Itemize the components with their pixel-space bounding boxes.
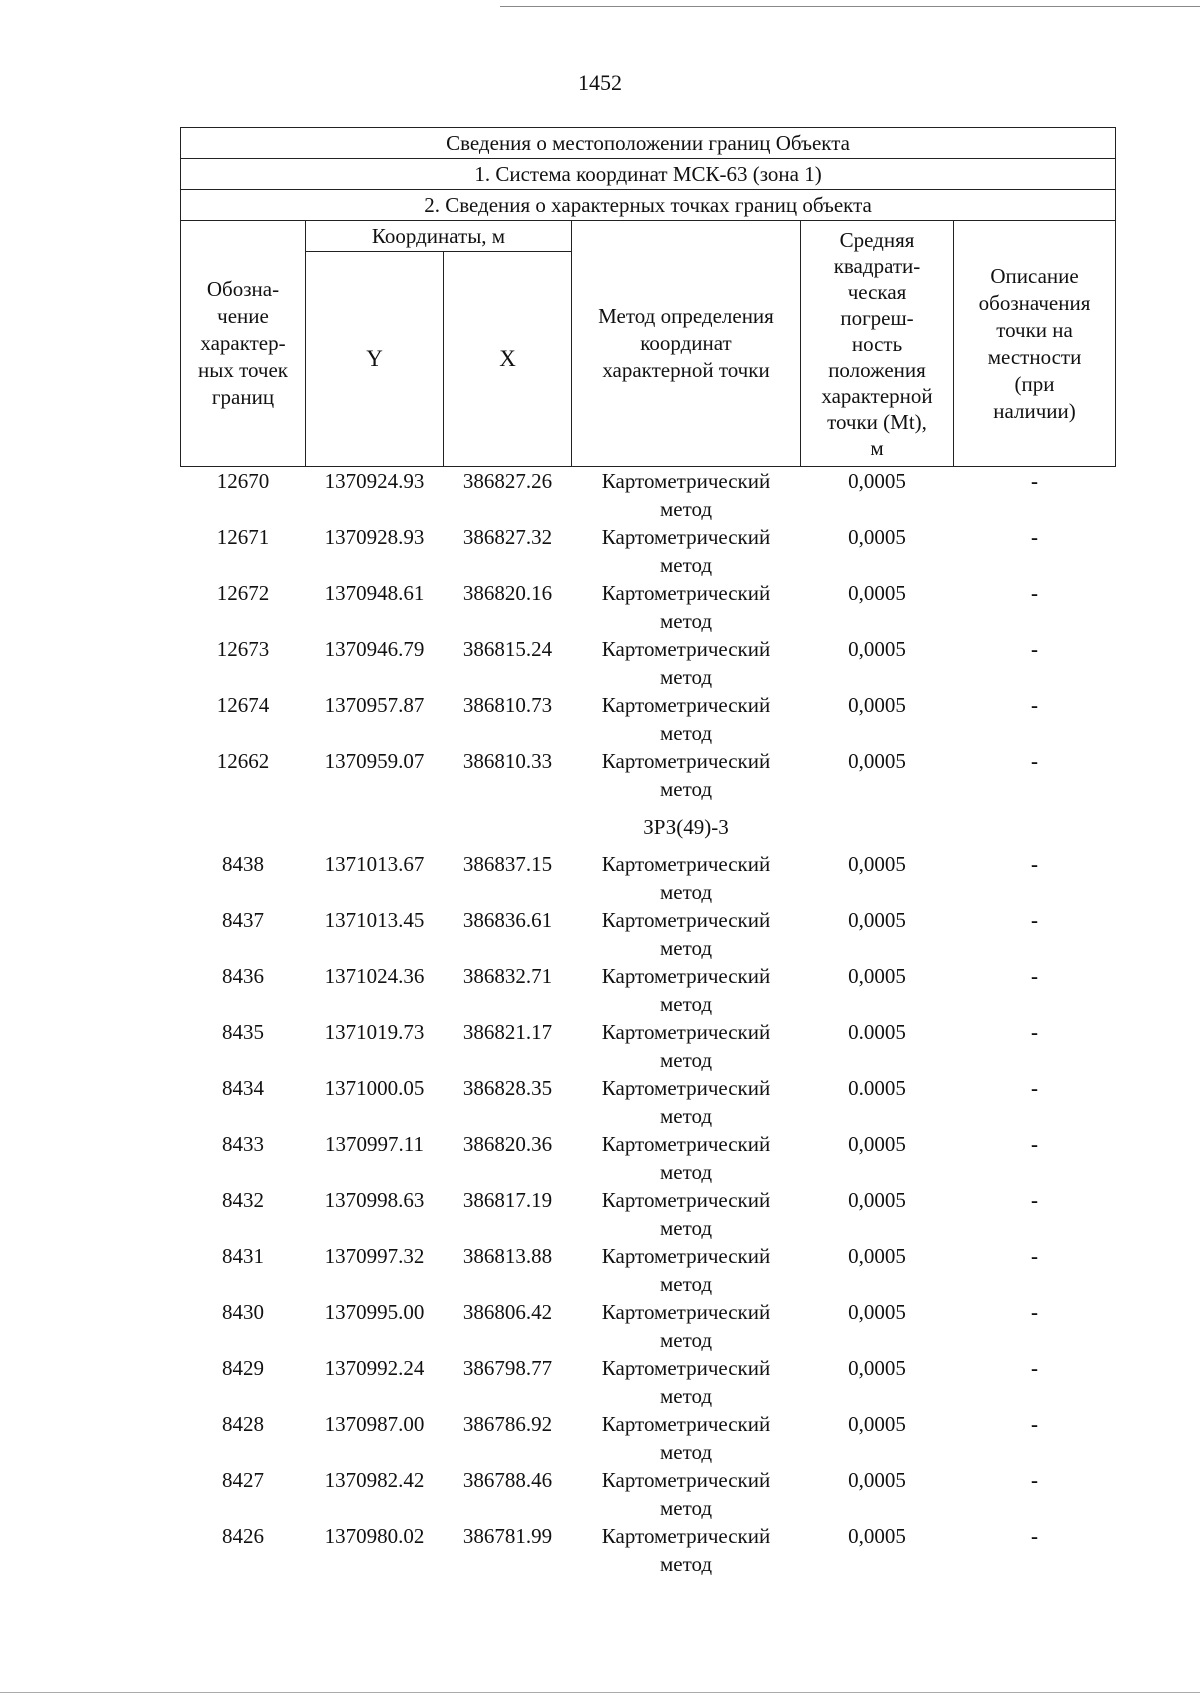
y-coordinate-cell: 1370928.93: [324, 525, 425, 549]
boundary-points-table: [180, 127, 1116, 1578]
method-cell: Картометрический метод: [601, 525, 771, 577]
method-cell: Картометрический метод: [601, 1132, 771, 1184]
table-header: [181, 128, 1116, 467]
table-title: Сведения о местоположении границ Объекта: [181, 128, 1116, 159]
table-row: [181, 1130, 1116, 1186]
table-row: [181, 579, 1116, 635]
x-coordinate-cell: 386832.71: [462, 964, 553, 988]
y-coordinate-cell: 1370995.00: [324, 1300, 425, 1324]
section-label: ЗРЗ(49)-3: [643, 814, 729, 839]
description-cell: -: [1031, 1244, 1039, 1268]
error-cell: 0,0005: [848, 1524, 906, 1548]
y-coordinate-cell: 1371000.05: [324, 1076, 425, 1100]
point-id-cell: 8432: [222, 1188, 264, 1212]
x-coordinate-cell: 386798.77: [462, 1356, 553, 1380]
y-coordinate-cell: 1370924.93: [324, 469, 425, 493]
y-coordinate-cell: 1370959.07: [324, 749, 425, 773]
y-coordinate-cell: 1370992.24: [324, 1356, 425, 1380]
table-row: [181, 1298, 1116, 1354]
table-row: [181, 1018, 1116, 1074]
header-description: [954, 221, 1116, 467]
x-coordinate-cell: 386786.92: [462, 1412, 553, 1436]
table-row: [181, 1242, 1116, 1298]
table-row: [181, 1410, 1116, 1466]
method-cell: Картометрический метод: [601, 1020, 771, 1072]
point-id-cell: 12674: [216, 693, 270, 717]
method-cell: Картометрический метод: [601, 1468, 771, 1520]
point-id-cell: 8428: [222, 1412, 264, 1436]
error-cell: 0,0005: [848, 1412, 906, 1436]
table-row: [181, 1466, 1116, 1522]
error-cell: 0,0005: [848, 581, 906, 605]
point-id-cell: 8438: [222, 852, 264, 876]
table-row: [181, 1354, 1116, 1410]
point-id-cell: 8426: [222, 1524, 264, 1548]
description-cell: -: [1031, 1356, 1039, 1380]
description-cell: -: [1031, 469, 1039, 493]
method-cell: Картометрический метод: [601, 1300, 771, 1352]
section-spacer: [181, 803, 572, 850]
header-x: X: [444, 252, 572, 467]
point-id-cell: 8431: [222, 1244, 264, 1268]
description-cell: -: [1031, 1076, 1039, 1100]
description-cell: -: [1031, 964, 1039, 988]
error-cell: 0,0005: [848, 1188, 906, 1212]
header-y: Y: [306, 252, 444, 467]
x-coordinate-cell: 386820.36: [462, 1132, 553, 1156]
scan-line-top: [500, 6, 1200, 7]
y-coordinate-cell: 1370946.79: [324, 637, 425, 661]
method-cell: Картометрический метод: [601, 1524, 771, 1576]
table-row: [181, 906, 1116, 962]
x-coordinate-cell: 386806.42: [462, 1300, 553, 1324]
description-cell: -: [1031, 1412, 1039, 1436]
method-cell: Картометрический метод: [601, 693, 771, 745]
y-coordinate-cell: 1370997.32: [324, 1244, 425, 1268]
table-row: [181, 1074, 1116, 1130]
y-coordinate-cell: 1370998.63: [324, 1188, 425, 1212]
table-row: [181, 962, 1116, 1018]
point-id-cell: 8427: [222, 1468, 264, 1492]
y-coordinate-cell: 1370982.42: [324, 1468, 425, 1492]
description-cell: -: [1031, 749, 1039, 773]
x-coordinate-cell: 386788.46: [462, 1468, 553, 1492]
table-row: [181, 1186, 1116, 1242]
error-cell: 0,0005: [848, 693, 906, 717]
point-id-cell: 8430: [222, 1300, 264, 1324]
scan-line-bottom: [0, 1692, 1200, 1693]
header-description-text: Описание обозначения точки на местности (при наличии): [978, 263, 1091, 423]
point-id-cell: 8435: [222, 1020, 264, 1044]
x-coordinate-cell: 386837.15: [462, 852, 553, 876]
description-cell: -: [1031, 637, 1039, 661]
point-id-cell: 8434: [222, 1076, 264, 1100]
table-row: [181, 635, 1116, 691]
method-cell: Картометрический метод: [601, 1412, 771, 1464]
table-row: [181, 747, 1116, 803]
y-coordinate-cell: 1370980.02: [324, 1524, 425, 1548]
x-coordinate-cell: 386821.17: [462, 1020, 553, 1044]
error-cell: 0,0005: [848, 1300, 906, 1324]
x-coordinate-cell: 386827.26: [462, 469, 553, 493]
page-number: 1452: [578, 70, 622, 95]
x-coordinate-cell: 386817.19: [462, 1188, 553, 1212]
point-id-cell: 12673: [216, 637, 270, 661]
point-id-cell: 12671: [216, 525, 270, 549]
header-designation-text: Обозна- чение характер- ных точек границ: [197, 277, 289, 409]
header-coordinates: Координаты, м: [306, 221, 572, 252]
point-id-cell: 8437: [222, 908, 264, 932]
description-cell: -: [1031, 1300, 1039, 1324]
x-coordinate-cell: 386815.24: [462, 637, 553, 661]
point-id-cell: 12670: [216, 469, 270, 493]
error-cell: 0.0005: [848, 1020, 906, 1044]
description-cell: -: [1031, 581, 1039, 605]
x-coordinate-cell: 386828.35: [462, 1076, 553, 1100]
header-method-text: Метод определения координат характерной точки: [598, 304, 774, 382]
table-body: [181, 467, 1116, 1579]
method-cell: Картометрический метод: [601, 637, 771, 689]
description-cell: -: [1031, 1188, 1039, 1212]
points-section-title: 2. Сведения о характерных точках границ объекта: [181, 190, 1116, 221]
y-coordinate-cell: 1370987.00: [324, 1412, 425, 1436]
description-cell: -: [1031, 693, 1039, 717]
table-row: [181, 1522, 1116, 1578]
x-coordinate-cell: 386810.73: [462, 693, 553, 717]
error-cell: 0,0005: [848, 637, 906, 661]
y-coordinate-cell: 1370997.11: [325, 1132, 424, 1156]
point-id-cell: 12662: [216, 749, 270, 773]
header-designation: [181, 221, 306, 467]
header-error: [801, 221, 954, 467]
error-cell: 0,0005: [848, 964, 906, 988]
description-cell: -: [1031, 1020, 1039, 1044]
y-coordinate-cell: 1371013.67: [324, 852, 425, 876]
y-coordinate-cell: 1371019.73: [324, 1020, 425, 1044]
method-cell: Картометрический метод: [601, 1076, 771, 1128]
table-row: [181, 523, 1116, 579]
coordinate-system-title: 1. Система координат МСК-63 (зона 1): [181, 159, 1116, 190]
point-id-cell: 8433: [222, 1132, 264, 1156]
y-coordinate-cell: 1370948.61: [324, 581, 425, 605]
table-row: [181, 691, 1116, 747]
y-coordinate-cell: 1370957.87: [324, 693, 425, 717]
error-cell: 0,0005: [848, 1132, 906, 1156]
method-cell: Картометрический метод: [601, 749, 771, 801]
table-row: [181, 467, 1116, 524]
y-coordinate-cell: 1371024.36: [324, 964, 425, 988]
method-cell: Картометрический метод: [601, 469, 771, 521]
method-cell: Картометрический метод: [601, 1244, 771, 1296]
point-id-cell: 8429: [222, 1356, 264, 1380]
error-cell: 0.0005: [848, 1076, 906, 1100]
method-cell: Картометрический метод: [601, 1188, 771, 1240]
point-id-cell: 12672: [216, 581, 270, 605]
method-cell: Картометрический метод: [601, 1356, 771, 1408]
x-coordinate-cell: 386781.99: [462, 1524, 553, 1548]
section-row: [181, 803, 1116, 850]
description-cell: -: [1031, 852, 1039, 876]
method-cell: Картометрический метод: [601, 908, 771, 960]
error-cell: 0,0005: [848, 1244, 906, 1268]
error-cell: 0,0005: [848, 469, 906, 493]
x-coordinate-cell: 386827.32: [462, 525, 553, 549]
table-row: [181, 850, 1116, 906]
x-coordinate-cell: 386813.88: [462, 1244, 553, 1268]
header-method: [572, 221, 801, 467]
description-cell: -: [1031, 1132, 1039, 1156]
x-coordinate-cell: 386836.61: [462, 908, 553, 932]
error-cell: 0,0005: [848, 525, 906, 549]
section-spacer: [801, 803, 1116, 850]
y-coordinate-cell: 1371013.45: [324, 908, 425, 932]
error-cell: 0,0005: [848, 908, 906, 932]
description-cell: -: [1031, 908, 1039, 932]
method-cell: Картометрический метод: [601, 852, 771, 904]
error-cell: 0,0005: [848, 749, 906, 773]
x-coordinate-cell: 386810.33: [462, 749, 553, 773]
header-error-text: Средняя квадрати- ческая погреш- ность положения характерной точки (Mt), м: [821, 227, 933, 460]
description-cell: -: [1031, 1524, 1039, 1548]
method-cell: Картометрический метод: [601, 964, 771, 1016]
x-coordinate-cell: 386820.16: [462, 581, 553, 605]
error-cell: 0,0005: [848, 852, 906, 876]
error-cell: 0,0005: [848, 1468, 906, 1492]
description-cell: -: [1031, 1468, 1039, 1492]
description-cell: -: [1031, 525, 1039, 549]
point-id-cell: 8436: [222, 964, 264, 988]
method-cell: Картометрический метод: [601, 581, 771, 633]
error-cell: 0,0005: [848, 1356, 906, 1380]
